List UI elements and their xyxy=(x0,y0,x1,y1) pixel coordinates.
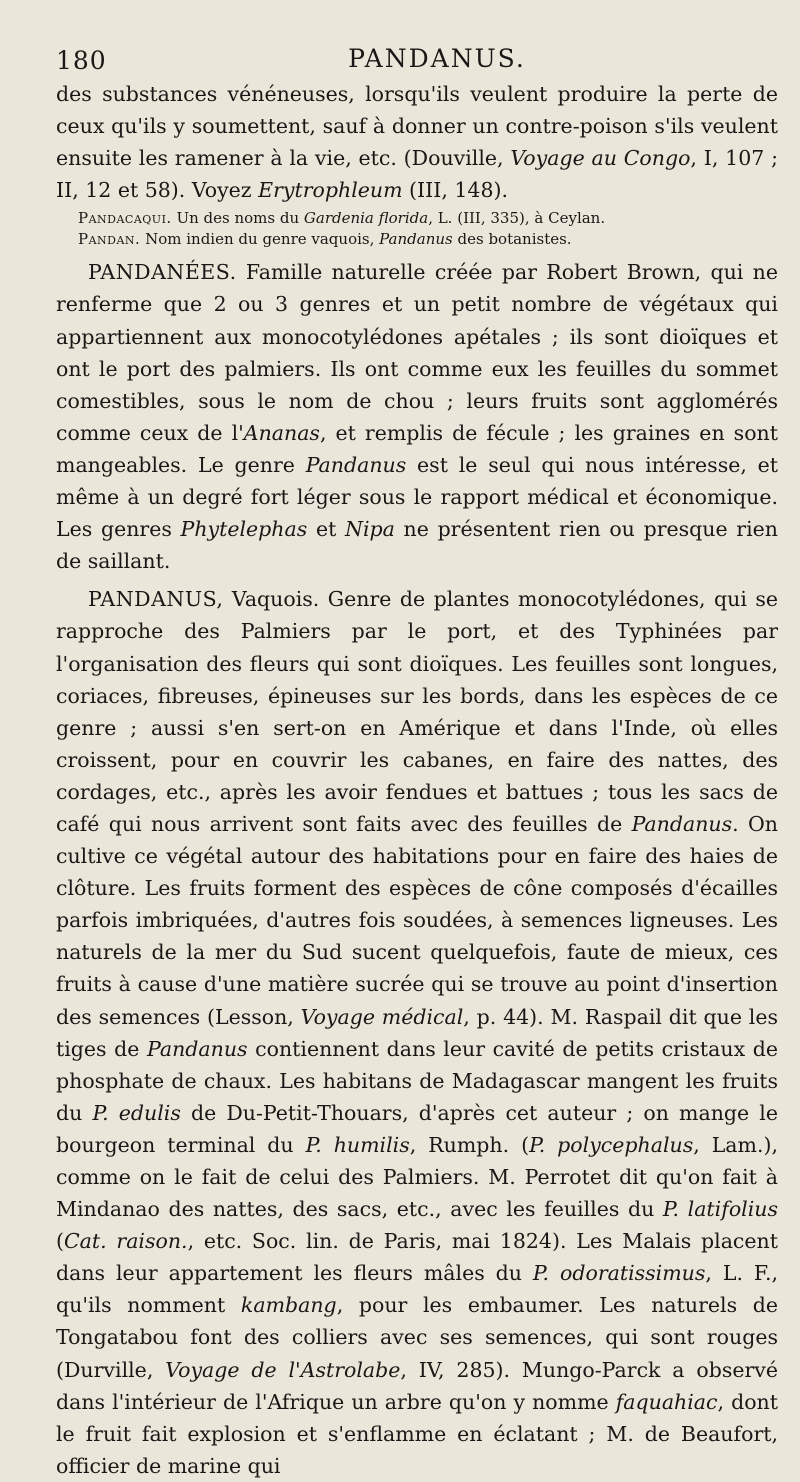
entry-headword: Pandacaqui. xyxy=(78,209,172,228)
continuation-paragraph: des substances vénéneuses, lorsqu'ils veulent produire la perte de ceux qu'ils y soumettent, sauf à donner un contre-poison s'ils veulent ensuite les ramener à la vie, etc. (Douville, Voyage au Congo, I, 107 ; II, 12 et 58). Voyez Erytrophleum (III, 148). xyxy=(56,82,778,203)
entry-headword: PANDANUS, xyxy=(88,587,224,612)
entry-pandan: Pandan. Nom indien du genre vaquois, Pandanus des botanistes. xyxy=(78,230,572,249)
entry-pandacaqui: Pandacaqui. Un des noms du Gardenia florida, L. (III, 335), à Ceylan. xyxy=(78,209,606,228)
body-text xyxy=(56,78,778,1482)
page-number: 180 xyxy=(56,46,107,75)
page-header xyxy=(56,42,778,78)
entry-headword: PANDANÉES. xyxy=(88,260,237,285)
entry-pandanus: PANDANUS, Vaquois. Genre de plantes monocotylédones, qui se rapproche des Palmiers par le port, et des Typhinées par l'organisation des fleurs qui sont dioïques. Les feuilles sont longues, coriaces, fibreuses, épineuses sur les bords, dans les espèces de ce genre ; aussi s'en sert-on en Amérique et dans l'Inde, où elles croissent, pour en couvrir les cabanes, en faire des nattes, des cordages, etc., après les avoir fendues et battues ; tous les sacs de café qui nous arrivent sont faits avec des feuilles de Pandanus. On cultive ce végétal autour des habitations pour en faire des haies de clôture. Les fruits forment des espèces de cône composés d'écailles parfois imbriquées, d'autres fois soudées, à semences ligneuses. Les naturels de la mer du Sud sucent quelquefois, faute de mieux, ces fruits à cause d'une matière sucrée qui se trouve au point d'insertion des semences (Lesson, Voyage médical, p. 44). M. Raspail dit que les tiges de Pandanus contiennent dans leur cavité de petits cristaux de phosphate de chaux. Les habitans de Madagascar mangent les fruits du P. edulis de Du-Petit-Thouars, d'après cet auteur ; on mange le bourgeon terminal du P. humilis, Rumph. (P. polycephalus, Lam.), comme on le fait de celui des Palmiers. M. Perrotet dit qu'on fait à Mindanao des nattes, des sacs, etc., avec les feuilles du P. latifolius (Cat. raison., etc. Soc. lin. de Paris, mai 1824). Les Malais placent dans leur appartement les fleurs mâles du P. odoratissimus, L. F., qu'ils nomment kambang, pour les embaumer. Les naturels de Tongatabou font des colliers avec ses semences, qui sont rouges (Durville, Voyage de l'Astrolabe, IV, 285). Mungo-Parck a observé dans l'intérieur de l'Afrique un arbre qu'on y nomme faquahiac, dont le fruit fait explosion et s'enflamme en éclatant ; M. de Beaufort, officier de marine qui xyxy=(56,587,779,1478)
entry-pandanees: PANDANÉES. Famille naturelle créée par Robert Brown, qui ne renferme que 2 ou 3 genres et un petit nombre de végétaux qui appartiennent aux monocotylédones apétales ; ils sont dioïques et ont le port des palmiers. Ils ont comme eux les feuilles du sommet comestibles, sous le nom de chou ; leurs fruits sont agglomérés comme ceux de l'Ananas, et remplis de fécule ; les graines en sont mangeables. Le genre Pandanus est le seul qui nous intéresse, et même à un degré fort léger sous le rapport médical et économique. Les genres Phytelephas et Nipa ne présentent rien ou presque rien de saillant. xyxy=(56,260,779,574)
entry-headword: Pandan. xyxy=(78,230,141,249)
running-head: PANDANUS. xyxy=(348,44,526,73)
